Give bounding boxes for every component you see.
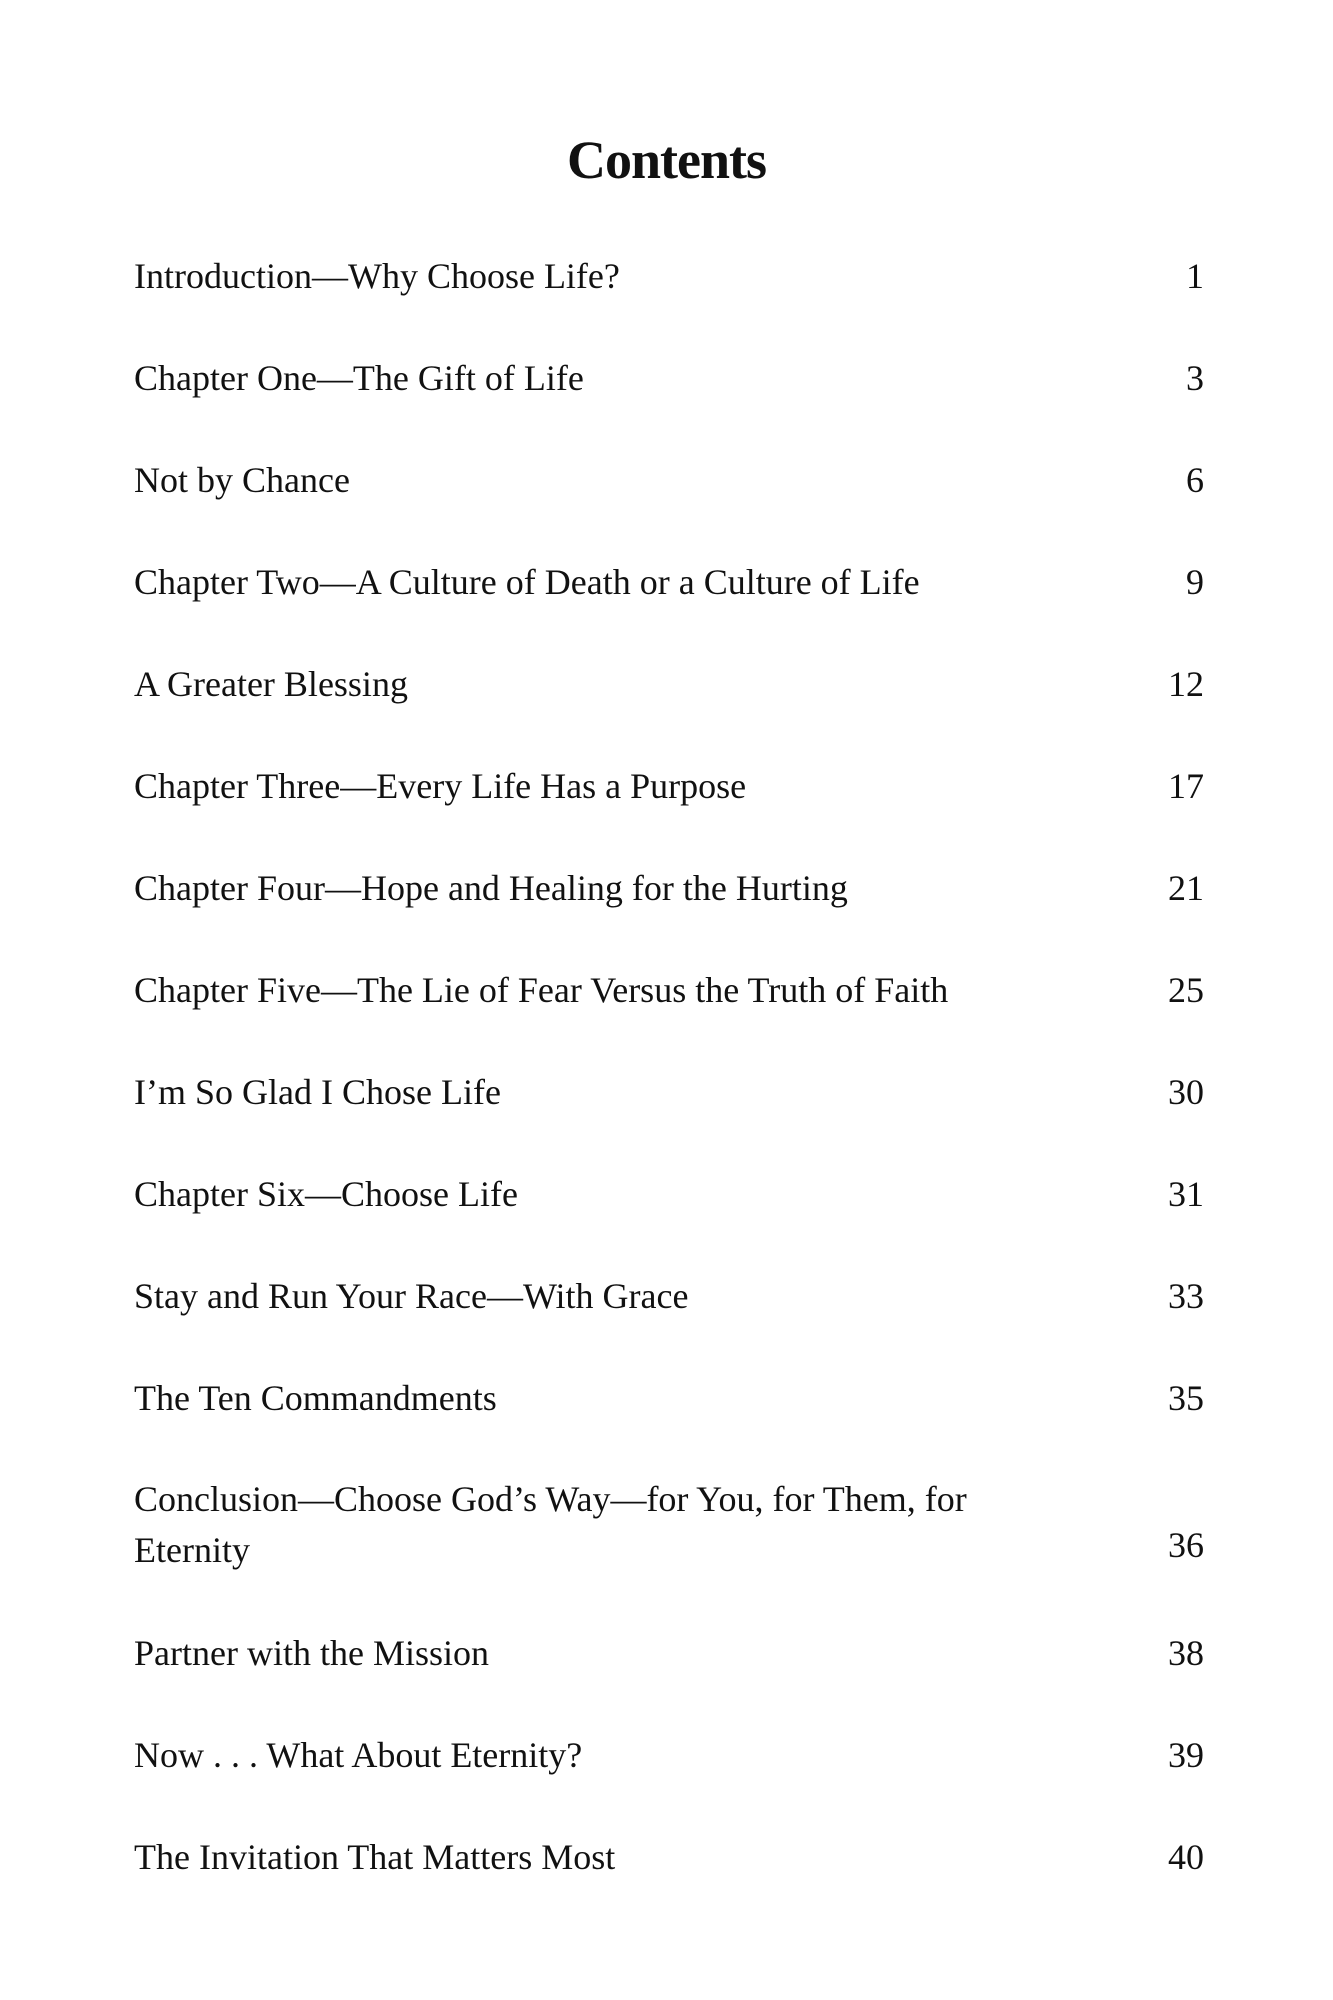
toc-entry-title: Chapter Two—A Culture of Death or a Culture of Life bbox=[134, 562, 920, 602]
toc-entry-title: Stay and Run Your Race—With Grace bbox=[134, 1276, 689, 1316]
page-title: Contents bbox=[566, 130, 766, 190]
toc-entry-title: Chapter Five—The Lie of Fear Versus the Truth of Faith bbox=[134, 970, 949, 1010]
toc-entry[interactable] bbox=[134, 970, 1204, 1072]
toc-entry-page: 40 bbox=[1168, 1837, 1204, 1877]
toc-entry-title: The Invitation That Matters Most bbox=[134, 1837, 616, 1877]
toc-entry-title: I’m So Glad I Chose Life bbox=[134, 1072, 501, 1112]
toc-entry-page: 12 bbox=[1168, 664, 1204, 704]
toc-entry-page: 21 bbox=[1168, 868, 1204, 908]
toc-entry-page: 33 bbox=[1168, 1276, 1204, 1316]
toc-entry[interactable] bbox=[134, 1072, 1204, 1174]
toc-entry-page: 9 bbox=[1186, 562, 1204, 602]
toc-entry-page: 6 bbox=[1186, 460, 1204, 500]
toc-entry-title: Partner with the Mission bbox=[134, 1633, 489, 1673]
toc-entry-page: 25 bbox=[1168, 970, 1204, 1010]
toc-entry-title: A Greater Blessing bbox=[134, 664, 408, 704]
toc-entry[interactable] bbox=[134, 256, 1204, 358]
toc-entry[interactable] bbox=[134, 1735, 1204, 1837]
toc-entry[interactable] bbox=[134, 1276, 1204, 1378]
toc-entry-title: Introduction—Why Choose Life? bbox=[134, 256, 620, 296]
toc-entry-page: 36 bbox=[1168, 1525, 1204, 1565]
toc-entry[interactable] bbox=[134, 358, 1204, 460]
toc-entry-title: Chapter Six—Choose Life bbox=[134, 1174, 518, 1214]
toc-entry[interactable] bbox=[134, 1480, 1204, 1633]
toc-entry[interactable] bbox=[134, 1174, 1204, 1276]
toc-entry[interactable] bbox=[134, 562, 1204, 664]
table-of-contents bbox=[134, 256, 1204, 1939]
toc-entry-page: 38 bbox=[1168, 1633, 1204, 1673]
toc-entry[interactable] bbox=[134, 664, 1204, 766]
toc-entry-title: Chapter One—The Gift of Life bbox=[134, 358, 584, 398]
toc-entry-title: The Ten Commandments bbox=[134, 1378, 497, 1418]
toc-entry-page: 39 bbox=[1168, 1735, 1204, 1775]
toc-entry-title: Now . . . What About Eternity? bbox=[134, 1735, 583, 1775]
toc-entry-page: 30 bbox=[1168, 1072, 1204, 1112]
toc-entry-title: Chapter Three—Every Life Has a Purpose bbox=[134, 766, 747, 806]
toc-entry[interactable] bbox=[134, 868, 1204, 970]
toc-entry[interactable] bbox=[134, 1633, 1204, 1735]
toc-entry[interactable] bbox=[134, 766, 1204, 868]
toc-entry-title: Chapter Four—Hope and Healing for the Hurting bbox=[134, 868, 848, 908]
toc-entry-page: 31 bbox=[1168, 1174, 1204, 1214]
toc-entry[interactable] bbox=[134, 460, 1204, 562]
toc-entry-page: 3 bbox=[1186, 358, 1204, 398]
toc-entry-page: 1 bbox=[1186, 256, 1204, 296]
toc-entry[interactable] bbox=[134, 1378, 1204, 1480]
toc-entry-page: 35 bbox=[1168, 1378, 1204, 1418]
toc-entry-title: Not by Chance bbox=[134, 460, 350, 500]
toc-entry-page: 17 bbox=[1168, 766, 1204, 806]
toc-entry-title: Conclusion—Choose God’s Way—for You, for Them, for Eternity bbox=[134, 1479, 967, 1570]
toc-entry[interactable] bbox=[134, 1837, 1204, 1939]
